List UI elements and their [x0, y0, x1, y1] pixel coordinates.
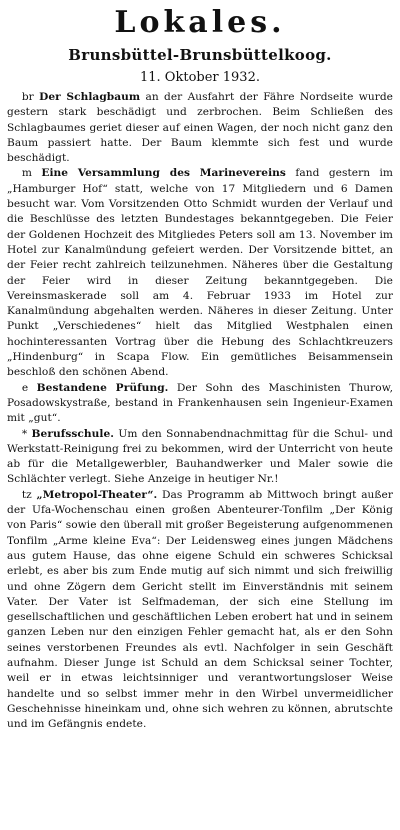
- article-lead: Eine Versammlung des Marinevereins: [41, 167, 286, 180]
- place-heading: Brunsbüttel-Brunsbüttelkoog.: [68, 46, 332, 64]
- article-text: Der Sohn des Maschinisten Thurow, Posadowskystraße, bestand in Frankenhausen sein Ingenieur-Examen mit „gut“.: [7, 381, 393, 425]
- article-prefix: br: [21, 91, 40, 103]
- article-schlagbaum: [7, 90, 393, 166]
- article-prefix: e: [21, 381, 37, 394]
- article-text: fand gestern im „Hamburger Hof“ statt, welche von 17 Mitgliedern und 6 Damen besucht war. Vom Vorsitzenden Otto Schmidt wurden der Verlauf und die Beschlüsse des letzten Bundestages bekanntgegeben. Die Feier der Goldenen Hochzeit des Mitgliedes Peters soll am 13. November im Hotel zur Kanalmündung gefeiert werden. Der Vorsitzende bittet, an der Feier recht zahlreich teilzunehmen. Näheres über die Gestaltung der Feier wird in dieser Zeitung bekanntgegeben. Die Vereinsmaskerade soll am 4. Februar 1933 im Hotel zur Kanalmündung abgehalten werden. Näheres in dieser Zeitung. Unter Punkt „Verschiedenes“ hielt das Mitglied Westphalen einen hochinteressanten Vortrag über die Hebung des Schlachtkreuzers „Hindenburg“ in Scapa Flow. Ein gemütliches Beisammensein beschloß den schönen Abend.: [7, 167, 394, 379]
- issue-date: 11. Oktober 1932.: [140, 70, 260, 85]
- section-title: Lokales.: [114, 5, 286, 40]
- article-lead: „Metropol-Theater“.: [36, 488, 158, 501]
- article-berufsschule: [7, 427, 393, 488]
- article-text: Das Programm ab Mittwoch bringt außer der Ufa-Wochenschau einen großen Abenteurer-Tonfilm „Der König von Paris“ sowie den überall mit großer Begeisterung aufgenommenen Tonfilm „Arme kleine Eva“: Der Leidensweg eines jungen Mädchens aus gutem Hause, das ohne eigene Schuld ein schweres Schicksal erlebt, es aber bis zum Ende mutig auf sich nimmt und sich freiwillig und ohne Zögern dem Gericht stellt im Einverständnis mit seinem Vater. Der Vater ist Selfmademan, der sich eine Stellung im gesellschaftlichen und geschäftlichen Leben erobert hat und in seinem ganzen Leben nur den einzigen Fehler gemacht hat, als er den Sohn seines verstorbenen Freundes als evtl. Nachfolger in sein Geschäft aufnahm. Dieser Junge ist Schuld an dem Schicksal seiner Tochter, weil er in etwas leichtsinniger und verantwortungsloser Weise handelte und so selbst immer mehr in den Wirbel unvermeidlicher Geschehnisse hineinkam und, ohne sich wehren zu können, abrutschte und im Gefängnis endete.: [7, 488, 393, 731]
- article-prefix: tz: [21, 488, 37, 501]
- article-pruefung: [7, 381, 393, 427]
- article-lead: Bestandene Prüfung.: [36, 381, 169, 394]
- article-marineverein: [7, 166, 393, 380]
- article-prefix: *: [21, 427, 32, 440]
- article-prefix: m: [21, 167, 42, 180]
- article-lead: Der Schlagbaum: [39, 91, 141, 103]
- newspaper-page: [0, 4, 400, 830]
- article-column: [7, 90, 393, 732]
- article-text: an der Ausfahrt der Fähre Nordseite wurde gestern stark beschädigt und zerbrochen. Beim Schließen des Schlagbaumes geriet dieser auf einen Wagen, der noch nicht ganz den Baum passiert hatte. Der Baum klemmte sich fest und wurde beschädigt.: [7, 91, 393, 165]
- article-lead: Berufsschule.: [31, 427, 114, 440]
- article-metropol-theater: [7, 488, 393, 733]
- article-text: Um den Sonnabendnachmittag für die Schul- und Werkstatt-Reinigung frei zu bekommen, wird der Unterricht von heute ab für die Metallgewerbler, Bauhandwerker und Maler sowie die Schlächter verlegt. Siehe Anzeige in heutiger Nr.!: [7, 427, 394, 486]
